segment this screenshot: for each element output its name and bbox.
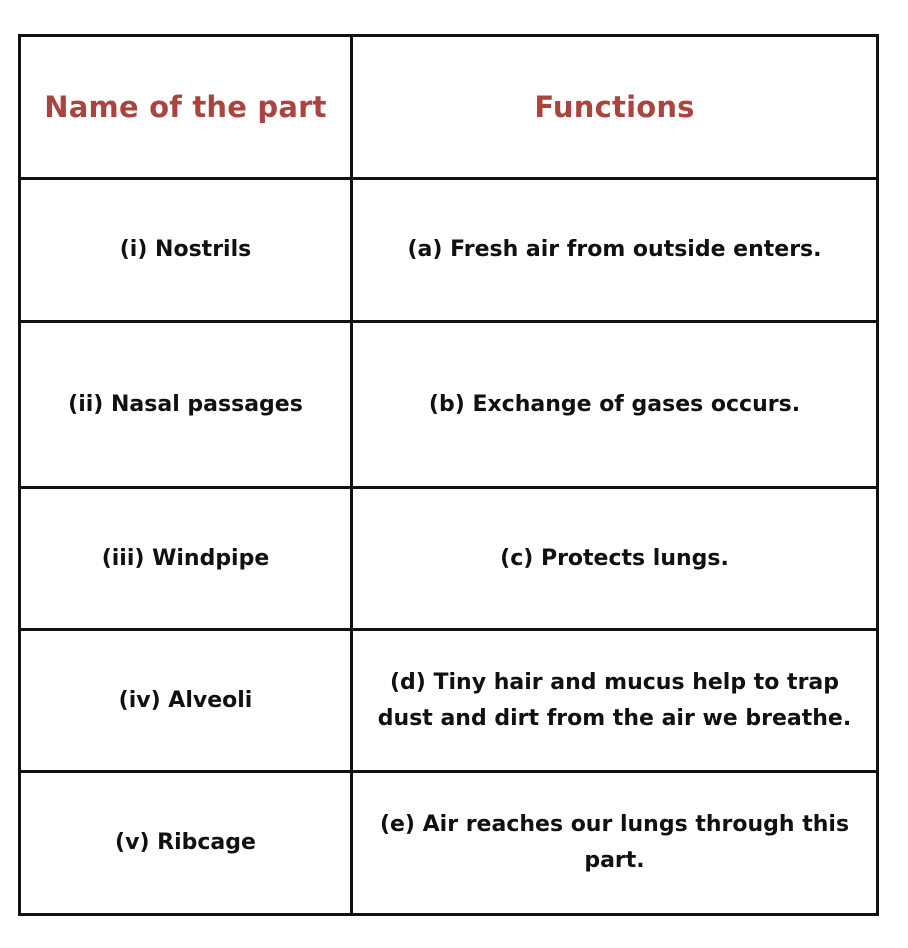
- function-cell: (c) Protects lungs.: [352, 488, 878, 630]
- table-row: [20, 772, 878, 915]
- match-table: [18, 34, 879, 916]
- table-row: [20, 630, 878, 772]
- function-cell: (a) Fresh air from outside enters.: [352, 179, 878, 322]
- part-cell: (iv) Alveoli: [20, 630, 352, 772]
- part-cell: (iii) Windpipe: [20, 488, 352, 630]
- part-cell: (ii) Nasal passages: [20, 322, 352, 488]
- part-cell: (v) Ribcage: [20, 772, 352, 915]
- function-cell: (b) Exchange of gases occurs.: [352, 322, 878, 488]
- header-row: [20, 36, 878, 179]
- function-cell: (e) Air reaches our lungs through this part.: [352, 772, 878, 915]
- table-row: [20, 488, 878, 630]
- header-function: Functions: [352, 36, 878, 179]
- function-cell: (d) Tiny hair and mucus help to trap dust and dirt from the air we breathe.: [352, 630, 878, 772]
- table-row: [20, 179, 878, 322]
- part-cell: (i) Nostrils: [20, 179, 352, 322]
- table-row: [20, 322, 878, 488]
- header-part: Name of the part: [20, 36, 352, 179]
